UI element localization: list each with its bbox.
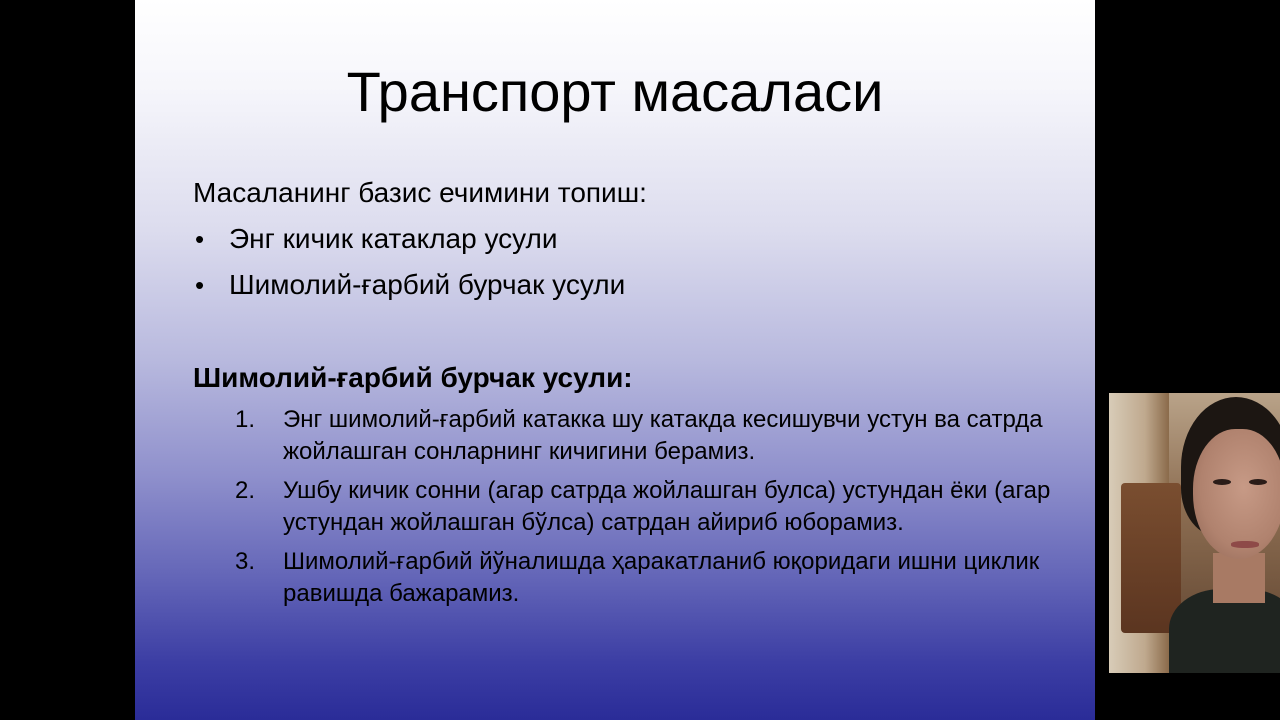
bullet-icon: •: [195, 270, 205, 300]
step-text: Шимолий-ғарбий йўналишда ҳаракатланиб юқоридаги ишни циклик равишда бажарамиз.: [283, 548, 1040, 607]
presentation-slide: [135, 0, 1095, 720]
slide-intro: Масаланинг базис ечимини топиш:: [193, 177, 647, 208]
step-text: Энг шимолий-ғарбий катакка шу катакда кесишувчи устун ва сатрда жойлашган сонларнинг кичигини берамиз.: [283, 406, 1043, 465]
steps-list: [235, 404, 1055, 617]
list-item: [193, 222, 625, 268]
list-item: [193, 268, 625, 314]
presenter-eye-left: [1213, 479, 1231, 485]
list-item-text: Энг кичик катаклар усули: [229, 223, 558, 254]
slide-title: Транспорт масаласи: [346, 60, 884, 123]
section-heading: Шимолий-ғарбий бурчак усули:: [193, 362, 633, 393]
presenter-eye-right: [1249, 479, 1267, 485]
step-text: Ушбу кичик сонни (агар сатрда жойлашган булса) устундан ёки (агар устундан жойлашган бўлса) сатрдан айириб юборамиз.: [283, 477, 1051, 536]
step-item: [235, 404, 1055, 468]
step-number: 3.: [235, 548, 256, 575]
presenter-neck: [1213, 553, 1265, 603]
presenter-face: [1193, 429, 1280, 559]
webcam-overlay: [1109, 393, 1280, 673]
step-number: 2.: [235, 477, 256, 504]
bullet-icon: •: [195, 224, 205, 254]
webcam-furniture: [1121, 483, 1181, 633]
step-item: [235, 546, 1055, 610]
step-number: 1.: [235, 406, 256, 433]
list-item-text: Шимолий-ғарбий бурчак усули: [229, 269, 626, 300]
step-item: [235, 475, 1055, 539]
method-list: [193, 222, 625, 314]
presenter-mouth: [1231, 541, 1259, 548]
